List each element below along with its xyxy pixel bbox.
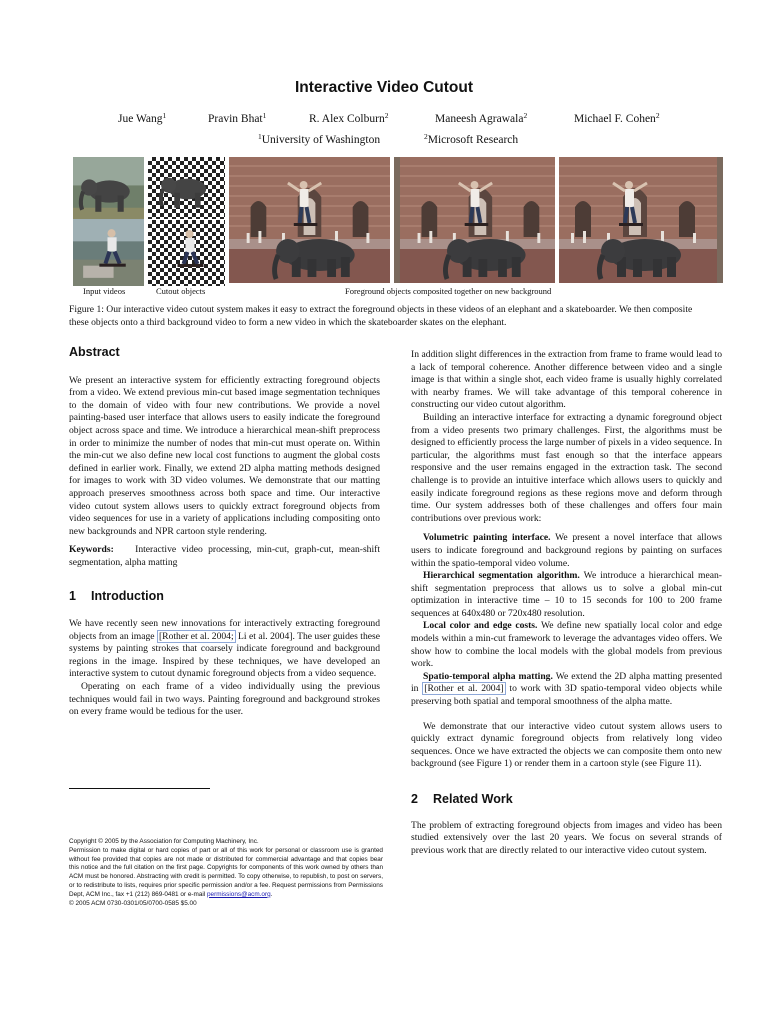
footnote-rule — [69, 788, 210, 789]
intro-heading: 1 Introduction — [69, 588, 164, 603]
contribution-item: Hierarchical segmentation algorithm. We introduce a hierarchical mean-shift segmentation preprocess that allows us to solve a global min-cut optimization in interactive time – 10 to 15 seconds for 100 to 200 frame sequences at 640x480 or 720x480 resolution. — [411, 570, 723, 619]
right-column — [411, 349, 722, 857]
figure-label-composite: Foreground objects composited together on new background — [345, 286, 552, 296]
figure-label-cutout: Cutout objects — [156, 286, 206, 296]
composite-frame-image — [229, 157, 390, 283]
related-work-heading: 2 Related Work — [411, 792, 513, 806]
citation-link[interactable]: [Rother et al. 2004] — [424, 683, 504, 695]
body-paragraph: We demonstrate that our interactive video cutout system allows users to quickly extract dynamic foreground objects from relatively long video sequences. Once we have extracted the objects we can composite them onto new background (see Figure 1) or render them in a cartoon style (see Figure 11). — [411, 720, 722, 770]
keywords: Keywords: Interactive video processing, min-cut, graph-cut, mean-shift segmentation, alpha matting — [69, 544, 381, 568]
author-name: Michael F. Cohen$^2$ — [574, 111, 660, 125]
author-name: Pravin Bhat$^1$ — [208, 111, 267, 125]
abstract-text: We present an interactive system for efficiently extracting foreground objects from a video. We extend previous min-cut based image segmentation techniques to the domain of video with four new contributions. We provide a novel painting-based user interface that allows users to easily indicate the foreground object across space and time. We introduce a hierarchical mean-shift preprocess in order to minimize the number of nodes that min-cut must operate on. Within the min-cut we also define new local cost functions to augment the global costs defined in earlier work. Finally, we extend 2D alpha matting methods designed for images to work with 3D video volumes. We demonstrate that our matting approach preserves smoothness across both space and time. Our interactive video cutout system allows users to quickly extract foreground objects from video sequences for use in a variety of applications including compositing onto new backgrounds and NPR cartoon style rendering. — [69, 374, 380, 537]
affiliation: $^1$University of Washington — [258, 132, 381, 146]
author-name: R. Alex Colburn$^2$ — [309, 111, 389, 125]
contribution-item: Spatio-temporal alpha matting. We extend the 2D alpha matting presented in [Rother et al. 2004] to work with 3D spatio-temporal video objects while preserving both spatial and temporal smoothness of the alpha matte. — [411, 670, 722, 708]
email-link[interactable]: permissions@acm.org — [207, 890, 271, 898]
body-paragraph: Building an interactive interface for extracting a dynamic foreground object from a video presents two primary challenges. First, the algorithms must be designed to efficiently process the large number of pixels in a video sequence. In particular, the algorithms must fast enough so that the interface appears responsive and the user remains engaged in the extraction task. The second challenge is to provide an intuitive interface which allows users to quickly and easily indicate foreground regions as these regions move and deform through time. Our system addresses both of these challenges and offers four main contributions over previous work: — [411, 411, 722, 524]
cutout-elephant-image — [148, 157, 225, 219]
paper-title: Interactive Video Cutout — [295, 79, 473, 96]
body-paragraph: In addition slight differences in the extraction from frame to frame would lead to a lack of temporal coherence. Another difference between video and a single image is that within a single shot, each video frame is usually highly correlated with nearby frames. We will take advantage of this temporal coherence in constructing our video cutout algorithm. — [411, 349, 722, 411]
body-paragraph: The problem of extracting foreground objects from images and video has been studied extensively over the last 20 years. We focus on several strands of previous work that are directly related to our interactive video cutout system. — [411, 819, 722, 856]
intro-paragraph: Operating on each frame of a video individually using the previous techniques would fail in two ways. Painting foreground and background strokes on every frame would be tedious for the user. — [69, 681, 380, 718]
contribution-item: Volumetric painting interface. We present a novel interface that allows users to indicate foreground and background regions by painting on surfaces within the spatio-temporal video volume. — [411, 532, 723, 569]
composite-frame-image — [559, 157, 723, 283]
cutout-skater-image — [148, 220, 225, 286]
citation-link[interactable]: [Rother et al. 2004; — [158, 630, 234, 642]
author-name: Maneesh Agrawala$^2$ — [435, 111, 528, 125]
input-video-skater-image — [73, 219, 144, 286]
input-video-elephant-image — [73, 157, 144, 224]
author-name: Jue Wang$^1$ — [118, 111, 167, 125]
contribution-item: Local color and edge costs. We define new spatially local color and edge models within a min-cut framework to leverage the advantages video offers. We show how to combine the local models with the global models from previous work. — [411, 620, 722, 670]
affiliation: $^2$Microsoft Research — [424, 132, 519, 146]
abstract-heading: Abstract — [69, 345, 120, 359]
figure-caption: Figure 1: Our interactive video cutout system makes it easy to extract the foreground objects in these videos of an elephant and a skateboarder. We then composite these objects onto a third background video to form a new video in which the skateboarder skates on the elephant. — [69, 304, 693, 328]
left-column — [69, 346, 380, 719]
intro-paragraph: We have recently seen new innovations for interactively extracting foreground objects from an image [Rother et al. 2004; Li et al. 2004]. The user guides these systems by painting strokes that coarsely indicate foreground and background regions in the image. Inspired by these techniques, we have developed an interactive system to cutout dynamic foreground objects from a video sequence. — [69, 618, 380, 680]
figure-label-input: Input videos — [83, 286, 126, 296]
copyright-notice: Copyright © 2005 by the Association for Computing Machinery, Inc. Permission to make digital or hard copies of part or all of this work for personal or classroom use is granted without fee provided that copies are not made or distributed for commercial advantage and that copies bear this notice and the full citation on the first page. Copyrights for components of this work owned by others than ACM must be honored. Abstracting with credit is permitted. To copy otherwise, to republish, to post on servers, or to redistribute to lists, requires prior specific permission and/or a fee. Request permissions from Permissions Dept, ACM Inc., fax +1 (212) 869-0481 or e-mail permissions@acm.org. © 2005 ACM 0730-0301/05/0700-0585 $5.00 — [69, 838, 383, 907]
composite-frame-image — [394, 157, 555, 283]
